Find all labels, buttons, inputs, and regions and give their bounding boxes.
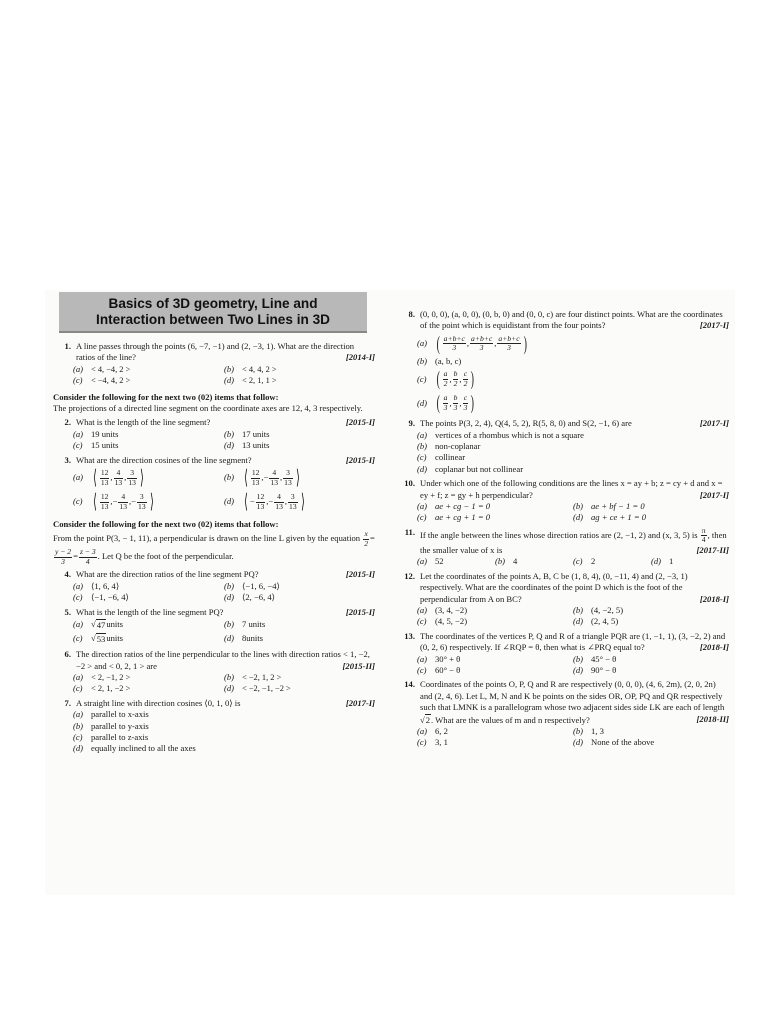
option: (d) ag + ce + 1 = 0 (573, 512, 647, 523)
option: (d) ( $\frac{a}{3}$ , $\frac{b}{3}$ , $\frac{c}{3}$ ) (417, 392, 475, 415)
option: (a) < 4, −4, 2 > (73, 363, 131, 374)
option: (b) 4 (495, 556, 518, 567)
question-number: 14. (404, 679, 415, 690)
option: (b) < −2, 1, 2 > (224, 671, 282, 682)
banner-line-1: Basics of 3D geometry, Line and (108, 296, 318, 311)
option: (b) parallel to y-axis (73, 720, 149, 731)
question-text: What are the direction cosines of the line segment? (76, 454, 252, 465)
consider-heading: Consider the following for the next two (02) items that follow: (53, 391, 279, 402)
question-number: 12. (404, 570, 415, 581)
option: (a) ( $\frac{a+b+c}{3}$ , $\frac{a+b+c}{3}$ , $\frac{a+b+c}{3}$ ) (417, 332, 527, 355)
options (417, 430, 729, 476)
options (73, 672, 375, 695)
option: (c) √ 53 units (73, 633, 124, 644)
exam-year: [2015-I] (345, 569, 375, 580)
question-6 (53, 649, 375, 672)
option: (b) (a, b, c) (417, 355, 462, 366)
option: (d) 1 (651, 556, 674, 567)
question-14 (397, 679, 729, 726)
option: (d) < −2, −1, −2 > (224, 683, 291, 694)
question-text: (0, 0, 0), (a, 0, 0), (0, b, 0) and (0, 0, c) are four distinct points. What are the coordinates of the point which is equidistant from the four points? (420, 309, 723, 331)
option: (c) 2 (573, 556, 596, 567)
question-text: What are the direction ratios of the line segment PQ? (76, 569, 259, 580)
option: (a) 30° + θ (417, 653, 461, 664)
left-column (53, 290, 375, 755)
options (417, 726, 729, 749)
option: (b) 1, 3 (573, 725, 604, 736)
question-10 (397, 478, 729, 501)
question-number: 8. (408, 309, 415, 319)
question-number: 6. (64, 649, 71, 660)
option: (c) collinear (417, 452, 466, 463)
option: (c) < −4, 4, 2 > (73, 375, 131, 386)
question-text: If the angle between the lines whose direction ratios are (2, −1, 2) and (x, 3, 5) is $\frac{\pi}{4}$ , then the smaller value of x is (420, 525, 727, 555)
question-2 (53, 417, 375, 428)
option: (d) None of the above (573, 737, 655, 748)
options (73, 429, 375, 452)
option: (a) ⟨1, 6, 4⟩ (73, 580, 120, 591)
options (73, 709, 375, 755)
consider-text: The projections of a directed line segment on the coordinate axes are 12, 4, 3 respectively. (53, 403, 363, 414)
question-text: What is the length of the line segment? (76, 417, 211, 428)
option: (d) (2, 4, 5) (573, 616, 619, 627)
question-12 (397, 571, 729, 605)
option: (c) < 2, 1, −2 > (73, 683, 131, 694)
option: (b) < 4, 4, 2 > (224, 363, 277, 374)
question-text: What is the length of the line segment PQ? (76, 606, 224, 617)
options (73, 618, 375, 646)
question-3 (53, 455, 375, 466)
exam-year: [2015-I] (345, 454, 375, 465)
question-7 (53, 698, 375, 709)
question-number: 5. (64, 606, 71, 617)
question-number: 1. (64, 341, 71, 351)
option: (b) ⟨ $\frac{12}{13}$ , − $\frac{4}{13}$ , $\frac{3}{13}$ ⟩ (224, 467, 300, 490)
question-number: 7. (64, 697, 71, 708)
exam-year: [2017-I] (345, 697, 375, 708)
option: (d) coplanar but not collinear (417, 463, 524, 474)
exam-year: [2014-I] (345, 352, 375, 363)
option: (c) (4, 5, −2) (417, 616, 468, 627)
question-number: 10. (404, 478, 415, 489)
exam-year: [2017-I] (699, 418, 729, 429)
option: (b) 7 units (224, 619, 266, 630)
option: (a) < 2, −1, 2 > (73, 671, 131, 682)
options (417, 605, 729, 628)
question-number: 11. (404, 526, 415, 537)
banner-line-2: Interaction between Two Lines in 3D (96, 312, 330, 327)
question-number: 13. (404, 630, 415, 641)
option: (a) parallel to x-axis (73, 709, 149, 720)
option: (b) ⟨−1, 6, −4⟩ (224, 580, 280, 591)
option: (d) ⟨2, −6, 4⟩ (224, 592, 276, 603)
option: (a) 6, 2 (417, 725, 448, 736)
exam-year: [2015-II] (342, 660, 375, 671)
exam-year: [2017-I] (699, 320, 729, 331)
option: (a) (3, 4, −2) (417, 604, 468, 615)
option: (b) ae + bf − 1 = 0 (573, 501, 645, 512)
question-4 (53, 569, 375, 580)
question-text: Coordinates of the points O, P, Q and R are respectively (0, 0, 0), (4, 6, 2m), (2, 0, 2n) and (2, 4, 6). Let L, M, N and K be points on the sides OR, OP, PQ and QR respectively such that LMNK is a parallelogram whose two adjacent sides side LK are each of length √2. What are the values of m and n respectively? (420, 679, 725, 725)
exam-year: [2017-I] (699, 489, 729, 500)
option: (b) 17 units (224, 428, 270, 439)
question-text: The points P(3, 2, 4), Q(4, 5, 2), R(5, 8, 0) and S(2, −1, 6) are (420, 418, 632, 429)
option: (a) √ 47 units (73, 619, 124, 630)
question-text: A line passes through the points (6, −7, −1) and (2, −3, 1). What are the direction ratios of the line? (76, 341, 355, 363)
option: (d) 8units (224, 633, 264, 644)
options (73, 364, 375, 387)
question-text: Let the coordinates of the points A, B, C be (1, 8, 4), (0, −11, 4) and (2, −3, 1) respectively. What are the coordinates of the point D which is the foot of the perpendicular from A on BC? (420, 570, 688, 604)
consider-heading: Consider the following for the next two (02) items that follow: (53, 519, 279, 530)
option: (d) 90° − θ (573, 664, 617, 675)
option: (c) 3, 1 (417, 737, 448, 748)
options (417, 654, 729, 677)
option: (c) 15 units (73, 440, 119, 451)
option: (b) (4, −2, 5) (573, 604, 624, 615)
question-11 (397, 527, 729, 556)
question-5 (53, 607, 375, 618)
question-8 (397, 309, 729, 332)
option: (c) ⟨ $\frac{12}{13}$ , − $\frac{4}{13}$ , − $\frac{3}{13}$ ⟩ (73, 491, 154, 514)
scanned-page (45, 290, 735, 895)
exam-year: [2017-II] (696, 544, 729, 555)
option: (d) < 2, 1, 1 > (224, 375, 277, 386)
option: (c) ( $\frac{a}{2}$ , $\frac{b}{2}$ , $\frac{c}{2}$ ) (417, 368, 475, 391)
options (417, 332, 729, 415)
options (73, 581, 375, 604)
question-1 (53, 341, 375, 364)
section-banner (59, 292, 367, 333)
right-column (397, 306, 729, 749)
exam-year: [2015-I] (345, 606, 375, 617)
option: (b) 45° − θ (573, 653, 617, 664)
option: (a) vertices of a rhombus which is not a square (417, 429, 584, 440)
question-number: 3. (64, 454, 71, 465)
option: (a) ae + cg − 1 = 0 (417, 501, 491, 512)
options (73, 466, 375, 514)
option: (c) 60° − θ (417, 664, 461, 675)
question-9 (397, 418, 729, 429)
option: (d) equally inclined to all the axes (73, 743, 196, 754)
exam-year: [2018-II] (696, 713, 729, 724)
exam-year: [2015-I] (345, 417, 375, 428)
option: (a) ⟨ $\frac{12}{13}$ , $\frac{4}{13}$ , $\frac{3}{13}$ ⟩ (73, 467, 144, 490)
options (417, 556, 729, 567)
question-text: A straight line with direction cosines ⟨0, 1, 0⟩ is (76, 697, 241, 708)
question-text: The coordinates of the vertices P, Q and R of a triangle PQR are (1, −1, 1), (3, −2, 2) and (0, 2, 6) respectively. If ∠RQP = θ, then what is ∠PRQ equal to? (420, 630, 726, 653)
exam-year: [2018-I] (699, 593, 729, 604)
option: (c) parallel to z-axis (73, 731, 149, 742)
option: (d) ⟨ − $\frac{12}{13}$ , − $\frac{4}{13}$ , $\frac{3}{13}$ ⟩ (224, 491, 305, 514)
question-text: Under which one of the following conditions are the lines x = ay + b; z = cy + d and x = ey + f; z = gy + h perpendicular? (420, 478, 723, 500)
question-13 (397, 631, 729, 654)
exam-year: [2018-I] (699, 642, 729, 653)
option: (d) 13 units (224, 440, 270, 451)
option: (a) 19 units (73, 428, 119, 439)
question-number: 9. (408, 418, 415, 429)
option: (c) ⟨−1, −6, 4⟩ (73, 592, 129, 603)
option: (b) non-coplanar (417, 441, 481, 452)
question-number: 2. (64, 417, 71, 428)
question-text: The direction ratios of the line perpendicular to the lines with direction ratios < 1, −2, −2 > and < 0, 2, 1 > are (76, 649, 370, 671)
options (417, 501, 729, 524)
consider-text: From the point P(3, − 1, 11), a perpendicular is drawn on the line L given by the equation $\frac{x}{2}$ = $\frac{y - 2}{3}$ = $\frac{z - 3}{4}$ . Let Q be the foot of the perpendicular. (53, 529, 375, 566)
option: (a) 52 (417, 556, 444, 567)
option: (c) ae + cg + 1 = 0 (417, 512, 491, 523)
question-number: 4. (64, 569, 71, 580)
